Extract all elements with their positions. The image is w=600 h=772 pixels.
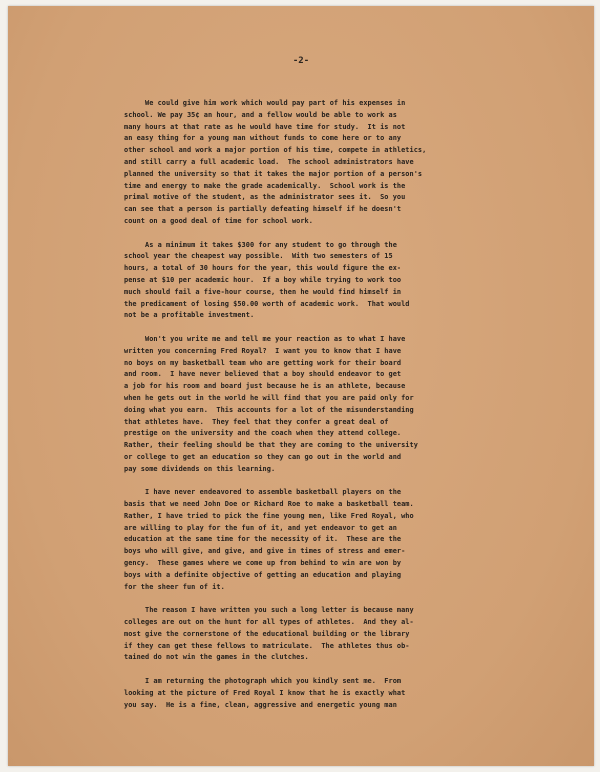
text-line: I am returning the photograph which you kindly sent me. From [124,677,402,686]
text-line: written you concerning Fred Royal? I want you to know that I have [124,346,402,355]
letter-page [8,6,594,766]
text-line: count on a good deal of time for school work. [124,216,313,225]
letter-paragraph [124,487,534,593]
text-line: can see that a person is partially defeating himself if he doesn't [124,205,402,214]
text-line: that athletes have. They feel that they confer a great deal of [124,417,389,426]
text-line: the predicament of losing $50.00 worth of academic work. That would [124,299,410,308]
text-line: other school and work a major portion of his time, compete in athletics, [124,146,427,155]
text-line: primal motive of the student, as the administrator sees it. So you [124,193,406,202]
text-line: Rather, I have tried to pick the fine young men, like Fred Royal, who [124,511,414,520]
text-line: time and energy to make the grade academically. School work is the [124,181,406,190]
text-line: or college to get an education so they can go out in the world and [124,452,402,461]
text-line: doing what you earn. This accounts for a lot of the misunderstanding [124,405,414,414]
text-line: school year the cheapest way possible. With two semesters of 15 [124,252,393,261]
text-line: no boys on my basketball team who are getting work for their board [124,358,402,367]
text-line: an easy thing for a young man without funds to come here or to any [124,134,402,143]
text-line: school. We pay 35¢ an hour, and a fellow would be able to work as [124,110,397,119]
text-line: many hours at that rate as he would have time for study. It is not [124,122,406,131]
letter-paragraph [124,334,534,476]
text-line: if they can get these fellows to matriculate. The athletes thus ob- [124,641,410,650]
letter-paragraph [124,240,534,323]
text-line: boys with a definite objective of getting an education and playing [124,570,402,579]
letter-paragraph [124,605,534,664]
text-line: basis that we need John Doe or Richard Roe to make a basketball team. [124,500,414,509]
text-line: are willing to play for the fun of it, and yet endeavor to get an [124,523,397,532]
text-line: most give the cornerstone of the educational building or the library [124,629,410,638]
text-line: looking at the picture of Fred Royal I know that he is exactly what [124,688,406,697]
text-line: and still carry a full academic load. The school administrators have [124,157,414,166]
text-line: education at the same time for the necessity of it. These are the [124,535,402,544]
text-line: tained do not win the games in the clutches. [124,653,309,662]
page-number: -2- [292,56,310,66]
text-line: not be a profitable investment. [124,311,255,320]
text-line: a job for his room and board just because he is an athlete, because [124,382,406,391]
text-line: As a minimum it takes $300 for any student to go through the [124,240,397,249]
text-line: and room. I have never believed that a boy should endeavor to get [124,370,402,379]
text-line: for the sheer fun of it. [124,582,225,591]
text-line: The reason I have written you such a long letter is because many [124,606,414,615]
text-line: when he gets out in the world he will find that you are paid only for [124,393,414,402]
text-line: gency. These games where we come up from behind to win are won by [124,559,402,568]
text-line: pense at $10 per academic hour. If a boy while trying to work too [124,275,402,284]
text-line: boys who will give, and give, and give in times of stress and emer- [124,547,406,556]
text-line: pay some dividends on this learning. [124,464,276,473]
text-line: Won't you write me and tell me your reaction as to what I have [124,334,406,343]
text-line: I have never endeavored to assemble basketball players on the [124,488,402,497]
text-line: prestige on the university and the coach when they attend college. [124,429,402,438]
text-line: hours, a total of 30 hours for the year, this would figure the ex- [124,264,402,273]
text-line: We could give him work which would pay part of his expenses in [124,99,406,107]
text-line: colleges are out on the hunt for all types of athletes. And they al- [124,618,414,627]
text-line: Rather, their feeling should be that they are coming to the university [124,441,418,450]
text-line: you say. He is a fine, clean, aggressive and energetic young man [124,700,397,709]
text-line: much should fail a five-hour course, then he would find himself in [124,287,402,296]
letter-paragraph [124,676,534,711]
letter-paragraph [124,98,534,228]
letter-body [124,98,534,723]
text-line: planned the university so that it takes the major portion of a person's [124,169,423,178]
